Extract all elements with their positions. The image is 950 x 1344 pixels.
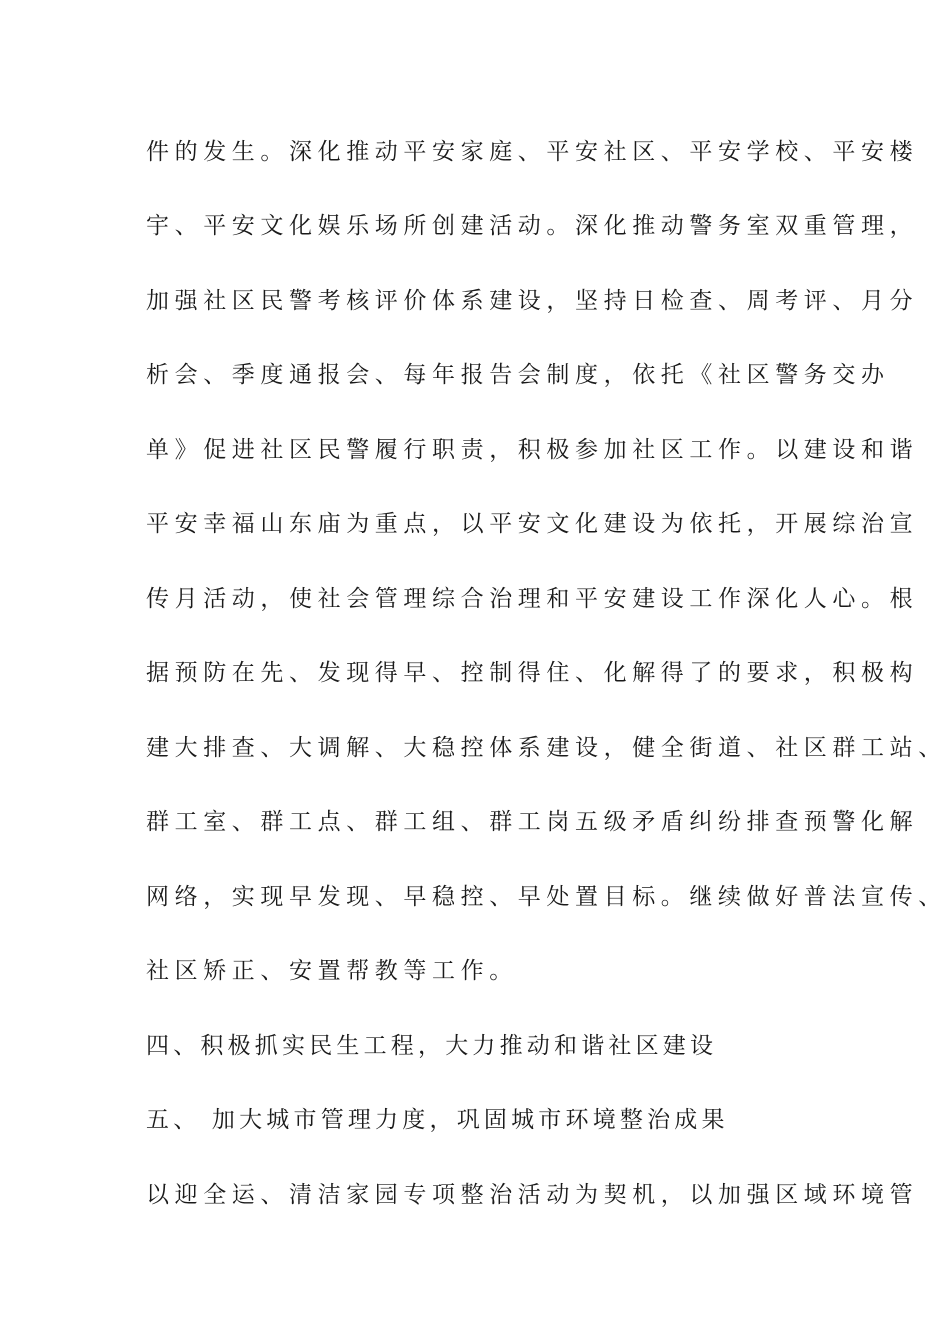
body-line-4: 析会、季度通报会、每年报告会制度，依托《社区警务交办 [146,362,890,388]
body-line-1: 件的发生。深化推动平安家庭、平安社区、平安学校、平安楼 [146,139,919,165]
section-heading-5: 五、 加大城市管理力度，巩固城市环境整治成果 [146,1107,729,1133]
body-line-10: 群工室、群工点、群工组、群工岗五级矛盾纠纷排查预警化解 [146,809,919,835]
body-line-12: 社区矫正、安置帮教等工作。 [146,958,518,984]
body-line-9: 建大排查、大调解、大稳控体系建设，健全街道、社区群工站、 [146,735,947,761]
body-line-5: 单》促进社区民警履行职责，积极参加社区工作。以建设和谐 [146,437,919,463]
body-line-11: 网络，实现早发现、早稳控、早处置目标。继续做好普法宣传、 [146,884,947,910]
body-line-2: 宇、平安文化娱乐场所创建活动。深化推动警务室双重管理， [146,213,919,239]
body-line-8: 据预防在先、发现得早、控制得住、化解得了的要求，积极构 [146,660,919,686]
section-heading-4: 四、积极抓实民生工程，大力推动和谐社区建设 [146,1033,718,1059]
body-line-6: 平安幸福山东庙为重点，以平安文化建设为依托，开展综治宣 [146,511,919,537]
body-line-7: 传月活动，使社会管理综合治理和平安建设工作深化人心。根 [146,586,919,612]
body-line-13: 以迎全运、清洁家园专项整治活动为契机，以加强区域环境管 [146,1182,919,1208]
body-line-3: 加强社区民警考核评价体系建设，坚持日检查、周考评、月分 [146,288,919,314]
